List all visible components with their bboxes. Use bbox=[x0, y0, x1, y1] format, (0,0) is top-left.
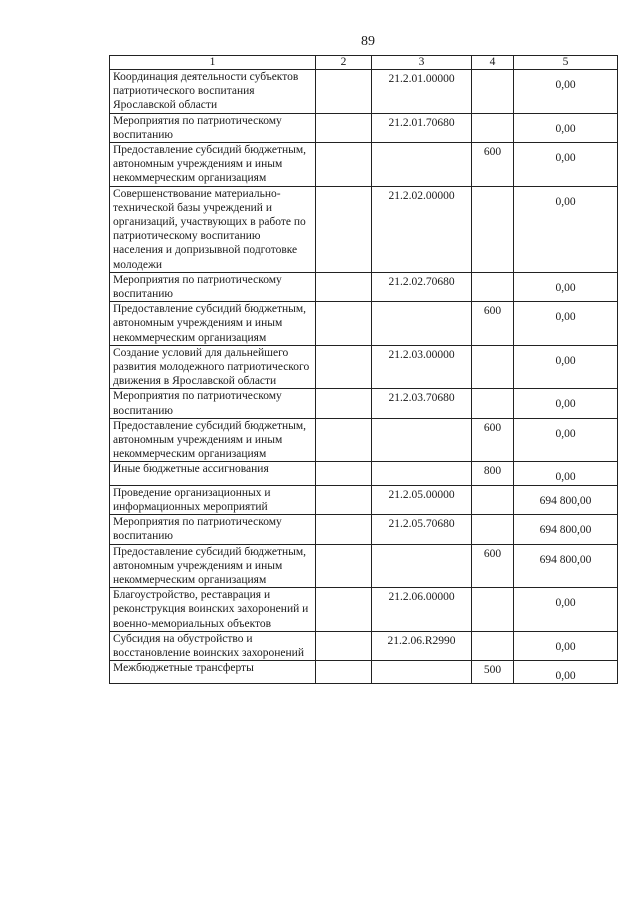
row-kind-cell bbox=[472, 345, 514, 389]
row-amount-cell: 0,00 bbox=[514, 345, 618, 389]
table-row bbox=[110, 302, 618, 346]
row-amount-cell: 0,00 bbox=[514, 186, 618, 272]
row-kind-cell bbox=[472, 515, 514, 544]
row-code-cell: 21.2.02.00000 bbox=[372, 186, 472, 272]
row-kind-cell: 800 bbox=[472, 462, 514, 485]
row-code-cell bbox=[372, 544, 472, 588]
table-row bbox=[110, 389, 618, 418]
row-col2-cell bbox=[316, 515, 372, 544]
row-col2-cell bbox=[316, 345, 372, 389]
row-col2-cell bbox=[316, 588, 372, 632]
row-amount-cell: 0,00 bbox=[514, 143, 618, 187]
row-amount-cell: 0,00 bbox=[514, 389, 618, 418]
row-kind-cell bbox=[472, 631, 514, 660]
table-row bbox=[110, 588, 618, 632]
row-code-cell: 21.2.05.70680 bbox=[372, 515, 472, 544]
row-name-cell: Мероприятия по патриотическому воспитанию bbox=[110, 113, 316, 142]
row-amount-cell: 0,00 bbox=[514, 302, 618, 346]
row-amount-cell: 694 800,00 bbox=[514, 544, 618, 588]
table-row bbox=[110, 515, 618, 544]
row-amount-cell: 0,00 bbox=[514, 462, 618, 485]
table-row bbox=[110, 544, 618, 588]
table-body bbox=[110, 70, 618, 684]
row-kind-cell bbox=[472, 485, 514, 514]
budget-table bbox=[109, 55, 618, 684]
row-amount-cell: 0,00 bbox=[514, 272, 618, 301]
row-col2-cell bbox=[316, 485, 372, 514]
row-name-cell: Благоустройство, реставрация и реконструкция воинских захоронений и военно-мемориальных объектов bbox=[110, 588, 316, 632]
row-code-cell bbox=[372, 143, 472, 187]
row-amount-cell: 0,00 bbox=[514, 418, 618, 462]
row-amount-cell: 0,00 bbox=[514, 661, 618, 684]
row-name-cell: Совершенствование материально-технической базы учреждений и организаций, участвующих в работе по патриотическому воспитанию населения и допризывной подготовке молодежи bbox=[110, 186, 316, 272]
row-col2-cell bbox=[316, 272, 372, 301]
row-code-cell bbox=[372, 462, 472, 485]
row-col2-cell bbox=[316, 544, 372, 588]
row-code-cell: 21.2.02.70680 bbox=[372, 272, 472, 301]
row-code-cell: 21.2.05.00000 bbox=[372, 485, 472, 514]
row-name-cell: Координация деятельности субъектов патриотического воспитания Ярославской области bbox=[110, 70, 316, 114]
row-name-cell: Иные бюджетные ассигнования bbox=[110, 462, 316, 485]
table-row bbox=[110, 661, 618, 684]
row-code-cell bbox=[372, 661, 472, 684]
table-row bbox=[110, 418, 618, 462]
row-kind-cell: 500 bbox=[472, 661, 514, 684]
row-col2-cell bbox=[316, 186, 372, 272]
row-col2-cell bbox=[316, 70, 372, 114]
row-code-cell bbox=[372, 302, 472, 346]
table-row bbox=[110, 272, 618, 301]
row-code-cell: 21.2.06.R2990 bbox=[372, 631, 472, 660]
row-code-cell: 21.2.03.00000 bbox=[372, 345, 472, 389]
row-name-cell: Предоставление субсидий бюджетным, автономным учреждениям и иным некоммерческим организациям bbox=[110, 418, 316, 462]
table-row bbox=[110, 113, 618, 142]
row-col2-cell bbox=[316, 462, 372, 485]
row-col2-cell bbox=[316, 113, 372, 142]
table-header-row bbox=[110, 56, 618, 70]
page-number: 89 bbox=[361, 34, 375, 49]
table-row bbox=[110, 143, 618, 187]
table-row bbox=[110, 70, 618, 114]
row-col2-cell bbox=[316, 661, 372, 684]
row-kind-cell bbox=[472, 113, 514, 142]
row-name-cell: Проведение организационных и информационных мероприятий bbox=[110, 485, 316, 514]
row-amount-cell: 694 800,00 bbox=[514, 515, 618, 544]
row-name-cell: Мероприятия по патриотическому воспитанию bbox=[110, 515, 316, 544]
row-kind-cell bbox=[472, 389, 514, 418]
row-kind-cell bbox=[472, 588, 514, 632]
row-name-cell: Предоставление субсидий бюджетным, автономным учреждениям и иным некоммерческим организациям bbox=[110, 143, 316, 187]
row-name-cell: Предоставление субсидий бюджетным, автономным учреждениям и иным некоммерческим организациям bbox=[110, 302, 316, 346]
row-code-cell: 21.2.01.00000 bbox=[372, 70, 472, 114]
row-code-cell: 21.2.03.70680 bbox=[372, 389, 472, 418]
row-code-cell bbox=[372, 418, 472, 462]
table-row bbox=[110, 485, 618, 514]
row-code-cell: 21.2.06.00000 bbox=[372, 588, 472, 632]
row-kind-cell bbox=[472, 186, 514, 272]
row-kind-cell: 600 bbox=[472, 544, 514, 588]
row-col2-cell bbox=[316, 389, 372, 418]
column-header: 1 bbox=[110, 56, 316, 70]
column-header: 4 bbox=[472, 56, 514, 70]
table-row bbox=[110, 345, 618, 389]
row-kind-cell: 600 bbox=[472, 143, 514, 187]
row-amount-cell: 0,00 bbox=[514, 588, 618, 632]
row-col2-cell bbox=[316, 418, 372, 462]
row-amount-cell: 0,00 bbox=[514, 113, 618, 142]
row-code-cell: 21.2.01.70680 bbox=[372, 113, 472, 142]
row-kind-cell: 600 bbox=[472, 302, 514, 346]
row-name-cell: Создание условий для дальнейшего развития молодежного патриотического движения в Ярославской области bbox=[110, 345, 316, 389]
row-kind-cell bbox=[472, 272, 514, 301]
row-name-cell: Предоставление субсидий бюджетным, автономным учреждениям и иным некоммерческим организациям bbox=[110, 544, 316, 588]
column-header: 3 bbox=[372, 56, 472, 70]
row-col2-cell bbox=[316, 143, 372, 187]
row-name-cell: Межбюджетные трансферты bbox=[110, 661, 316, 684]
row-kind-cell bbox=[472, 70, 514, 114]
row-amount-cell: 0,00 bbox=[514, 631, 618, 660]
row-amount-cell: 694 800,00 bbox=[514, 485, 618, 514]
column-header: 2 bbox=[316, 56, 372, 70]
column-header: 5 bbox=[514, 56, 618, 70]
row-name-cell: Мероприятия по патриотическому воспитанию bbox=[110, 389, 316, 418]
table-row bbox=[110, 462, 618, 485]
row-amount-cell: 0,00 bbox=[514, 70, 618, 114]
table-row bbox=[110, 631, 618, 660]
row-kind-cell: 600 bbox=[472, 418, 514, 462]
table-row bbox=[110, 186, 618, 272]
row-name-cell: Мероприятия по патриотическому воспитанию bbox=[110, 272, 316, 301]
row-col2-cell bbox=[316, 631, 372, 660]
row-col2-cell bbox=[316, 302, 372, 346]
row-name-cell: Субсидия на обустройство и восстановление воинских захоронений bbox=[110, 631, 316, 660]
